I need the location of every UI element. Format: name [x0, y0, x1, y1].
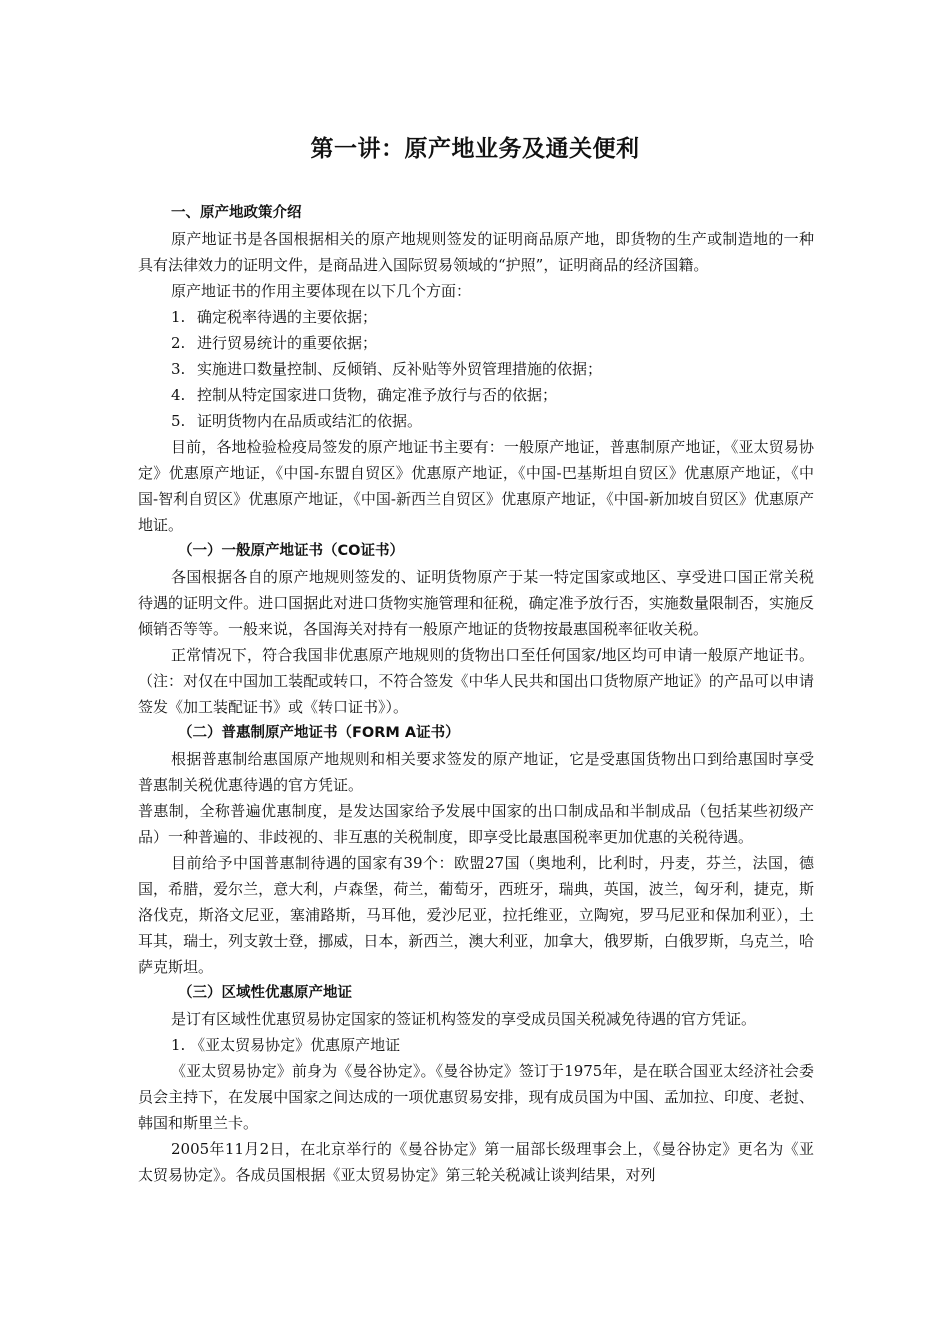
section-heading: 一、原产地政策介绍: [171, 205, 302, 221]
list-number: 5.: [171, 412, 186, 430]
document-body: [138, 200, 814, 1188]
paragraph: 原产地证书是各国根据相关的原产地规则签发的证明商品原产地，即货物的生产或制造地的一种具有法律效力的证明文件，是商品进入国际贸易领域的“护照”，证明商品的经济国籍。: [138, 230, 814, 274]
list-item: [138, 356, 814, 382]
subsection-heading: （二）普惠制原产地证书（FORM A证书）: [178, 725, 460, 741]
paragraph: 原产地证书的作用主要体现在以下几个方面：: [171, 282, 472, 300]
paragraph: 2005年11月2日，在北京举行的《曼谷协定》第一届部长级理事会上，《曼谷协定》更名为《亚太贸易协定》。各成员国根据《亚太贸易协定》第三轮关税减让谈判结果，对列: [138, 1140, 814, 1184]
list-number: 3.: [171, 360, 186, 378]
subsection-heading: （三）区域性优惠原产地证: [178, 985, 352, 1001]
list-item: [138, 330, 814, 356]
paragraph: 普惠制，全称普遍优惠制度，是发达国家给予发展中国家的出口制成品和半制成品（包括某些初级产品）一种普遍的、非歧视的、非互惠的关税制度，即享受比最惠国税率更加优惠的关税待遇。: [138, 802, 814, 846]
page-title: 第一讲：原产地业务及通关便利: [310, 136, 640, 162]
list-item: [138, 408, 814, 434]
list-item: [138, 304, 814, 330]
paragraph: 各国根据各自的原产地规则签发的、证明货物原产于某一特定国家或地区、享受进口国正常关税待遇的证明文件。进口国据此对进口货物实施管理和征税，确定准予放行否，实施数量限制否，实施反倾销否等等。一般来说，各国海关对持有一般原产地证的货物按最惠国税率征收关税。: [138, 568, 814, 638]
list-item: [138, 382, 814, 408]
subsection-heading: （一）一般原产地证书（CO证书）: [178, 543, 404, 559]
list-text: 进行贸易统计的重要依据；: [197, 334, 378, 352]
paragraph: 是订有区域性优惠贸易协定国家的签证机构签发的享受成员国关税减免待遇的官方凭证。: [171, 1010, 757, 1028]
paragraph: 根据普惠制给惠国原产地规则和相关要求签发的原产地证，它是受惠国货物出口到给惠国时享受普惠制关税优惠待遇的官方凭证。: [138, 750, 814, 794]
list-text: 证明货物内在品质或结汇的依据。: [197, 412, 423, 430]
list-number: 2.: [171, 334, 186, 352]
list-text: 控制从特定国家进口货物，确定准予放行与否的依据；: [197, 386, 558, 404]
paragraph: 正常情况下，符合我国非优惠原产地规则的货物出口至任何国家/地区均可申请一般原产地证书。（注：对仅在中国加工装配或转口，不符合签发《中华人民共和国出口货物原产地证》的产品可以申请签发《加工装配证书》或《转口证书》）。: [138, 646, 814, 716]
list-number: 4.: [171, 386, 186, 404]
list-text: 实施进口数量控制、反倾销、反补贴等外贸管理措施的依据；: [197, 360, 603, 378]
paragraph: 目前给予中国普惠制待遇的国家有39个：欧盟27国（奥地利，比利时，丹麦，芬兰，法国，德国，希腊，爱尔兰，意大利，卢森堡，荷兰，葡萄牙，西班牙，瑞典，英国，波兰，匈牙利，捷克，斯洛伐克，斯洛文尼亚，塞浦路斯，马耳他，爱沙尼亚，拉托维亚，立陶宛，罗马尼亚和保加利亚），土耳其，瑞士，列支敦士登，挪威，日本，新西兰，澳大利亚，加拿大，俄罗斯，白俄罗斯，乌克兰，哈萨克斯坦。: [138, 854, 814, 976]
list-text: 确定税率待遇的主要依据；: [197, 308, 378, 326]
paragraph: 1. 《亚太贸易协定》优惠原产地证: [171, 1036, 401, 1054]
list-number: 1.: [171, 308, 186, 326]
paragraph: 《亚太贸易协定》前身为《曼谷协定》。《曼谷协定》签订于1975年，是在联合国亚太经济社会委员会主持下，在发展中国家之间达成的一项优惠贸易安排，现有成员国为中国、孟加拉、印度、老挝、韩国和斯里兰卡。: [138, 1062, 814, 1132]
paragraph: 目前，各地检验检疫局签发的原产地证书主要有：一般原产地证，普惠制原产地证，《亚太贸易协定》优惠原产地证，《中国-东盟自贸区》优惠原产地证，《中国-巴基斯坦自贸区》优惠原产地证，《中国-智利自贸区》优惠原产地证，《中国-新西兰自贸区》优惠原产地证，《中国-新加坡自贸区》优惠原产地证。: [138, 438, 814, 534]
